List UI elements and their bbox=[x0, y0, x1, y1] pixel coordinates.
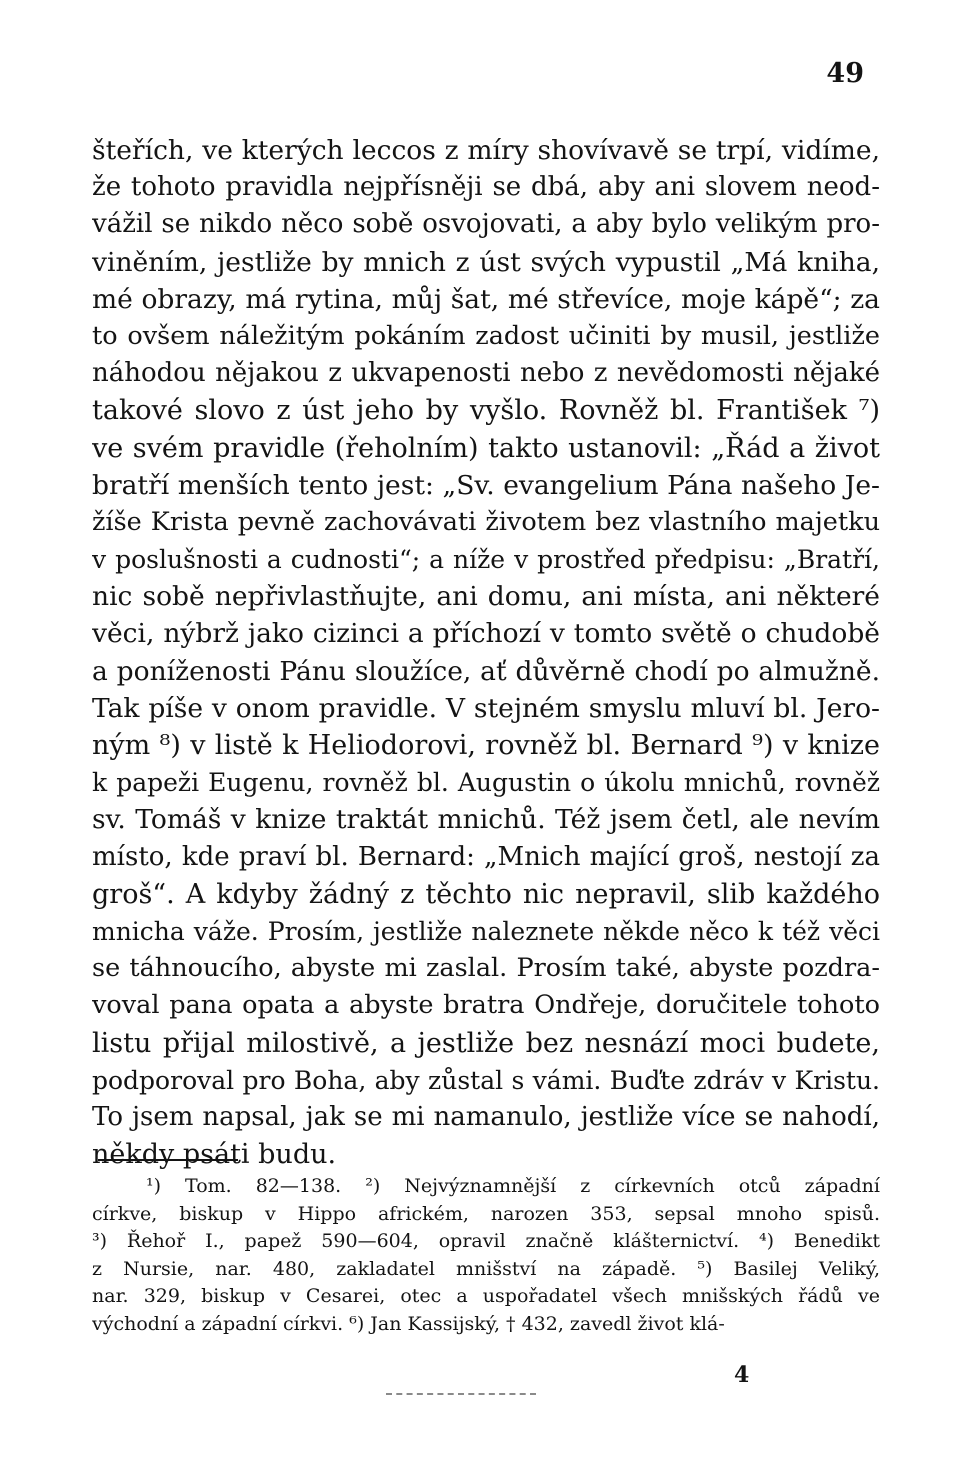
body-line: místo, kde praví bl. Bernard: „Mnich mající groš, nestojí za bbox=[92, 841, 880, 872]
body-line: mnicha váže. Prosím, jestliže naleznete někde něco k též věci bbox=[92, 916, 880, 946]
body-line: se táhnoucího, abyste mi zaslal. Prosím také, abyste pozdra- bbox=[92, 953, 880, 984]
body-text bbox=[92, 132, 880, 1173]
page-number: 49 bbox=[826, 58, 864, 89]
body-line: podporoval pro Boha, aby zůstal s vámi. Buďte zdráv v Kristu. bbox=[92, 1065, 880, 1095]
body-line: k papeži Eugenu, rovněž bl. Augustin o úkolu mnichů, rovněž bbox=[92, 768, 880, 798]
body-line: takové slovo z úst jeho by vyšlo. Rovněž bl. František ⁷) bbox=[92, 395, 880, 427]
body-line: nic sobě nepřivlastňujte, ani domu, ani místa, ani některé bbox=[92, 581, 880, 613]
footnote-line: z Nursie, nar. 480, zakladatel mnišství na západě. ⁵) Basilej Veliký, bbox=[92, 1257, 880, 1280]
footnote-line: východní a západní církvi. ⁶) Jan Kassijský, † 432, zavedl život klá- bbox=[92, 1312, 725, 1335]
body-line: to ovšem náležitým pokáním zadost učiniti by musil, jestliže bbox=[92, 320, 880, 351]
body-line: že tohoto pravidla nejpřísněji se dbá, aby ani slovem neod- bbox=[92, 172, 880, 203]
body-line: v poslušnosti a cudnosti“; a níže v prostřed předpisu: „Bratří, bbox=[92, 545, 880, 575]
body-line: bratří menších tento jest: „Sv. evangelium Pána našeho Je- bbox=[92, 469, 880, 501]
footnote-line: církve, biskup v Hippo africkém, narozen 353, sepsal mnoho spisů. bbox=[92, 1202, 880, 1225]
body-line: někdy psáti budu. bbox=[92, 1139, 337, 1171]
body-line: ve svém pravidle (řeholním) takto ustanovil: „Řád a život bbox=[92, 432, 880, 464]
body-line: šteřích, ve kterých leccos z míry shovívavě se trpí, vidíme, bbox=[92, 135, 880, 166]
footnote-line: ¹) Tom. 82—138. ²) Nejvýznamnější z církevních otců západní bbox=[146, 1175, 880, 1197]
body-line: ným ⁸) v listě k Heliodorovi, rovněž bl. Bernard ⁹) v knize bbox=[92, 730, 880, 761]
body-line: listu přijal milostivě, a jestliže bez nesnází moci budete, bbox=[92, 1027, 880, 1059]
body-line: a poníženosti Pánu sloužíce, ať důvěrně chodí po almužně. bbox=[92, 655, 880, 687]
body-line: voval pana opata a abyste bratra Ondřeje, doručitele tohoto bbox=[92, 990, 880, 1021]
footnote-line: nar. 329, biskup v Cesarei, otec a uspořadatel všech mnišských řádů ve bbox=[92, 1285, 880, 1307]
body-line: mé obrazy, má rytina, můj šat, mé střevíce, moje kápě“; za bbox=[92, 283, 880, 315]
bottom-dashed-mark bbox=[386, 1393, 536, 1395]
footnote-line: ³) Řehoř I., papež 590—604, opravil značně klášternictví. ⁴) Benedikt bbox=[92, 1230, 880, 1252]
body-line: sv. Tomáš v knize traktát mnichů. Též jsem četl, ale nevím bbox=[92, 804, 880, 836]
body-line: náhodou nějakou z ukvapenosti nebo z nevědomosti nějaké bbox=[92, 358, 880, 389]
body-line: groš“. A kdyby žádný z těchto nic nepravil, slib každého bbox=[92, 878, 880, 910]
body-line: Tak píše v onom pravidle. V stejném smyslu mluví bl. Jero- bbox=[92, 692, 880, 724]
body-line: To jsem napsal, jak se mi namanulo, jestliže více se nahodí, bbox=[92, 1101, 880, 1132]
body-line: vážil se nikdo něco sobě osvojovati, a aby bylo velikým pro- bbox=[92, 209, 880, 240]
body-line: žíše Krista pevně zachovávati životem bez vlastního majetku bbox=[92, 506, 880, 537]
footnote-rule bbox=[98, 1159, 238, 1161]
body-line: viněním, jestliže by mnich z úst svých vypustil „Má kniha, bbox=[92, 246, 880, 278]
body-line: věci, nýbrž jako cizinci a příchozí v tomto světě o chudobě bbox=[92, 618, 880, 650]
footnotes bbox=[92, 1173, 880, 1338]
signature-mark: 4 bbox=[734, 1362, 750, 1388]
